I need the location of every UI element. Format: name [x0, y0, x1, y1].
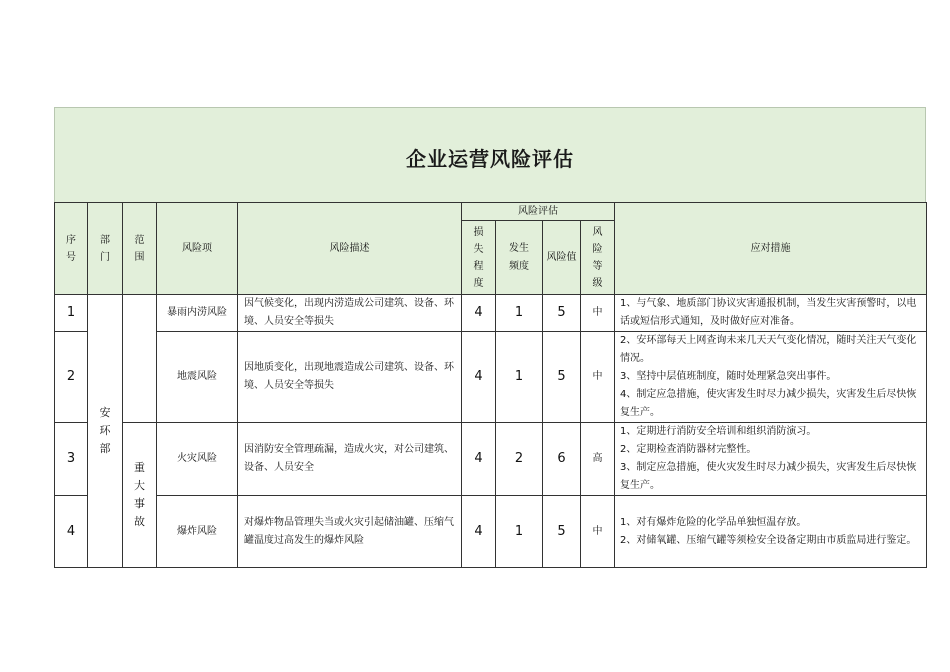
risk-assessment-sheet — [54, 107, 926, 568]
row-frequency: 1 — [496, 332, 543, 423]
row-measures — [615, 423, 927, 496]
row-description: 因消防安全管理疏漏，造成火灾，对公司建筑、设备、人员安全 — [238, 423, 462, 496]
row-risk-item: 暴雨内涝风险 — [157, 295, 238, 332]
row-seq: 2 — [55, 332, 88, 423]
row-risk-item: 爆炸风险 — [157, 496, 238, 568]
row-loss: 4 — [462, 496, 496, 568]
header-measures: 应对措施 — [615, 203, 927, 295]
row-description: 因气候变化，出现内涝造成公司建筑、设备、环境、人员安全等损失 — [238, 295, 462, 332]
row-risk-item: 地震风险 — [157, 332, 238, 423]
row-seq: 1 — [55, 295, 88, 332]
row-value: 5 — [543, 295, 581, 332]
department-cell: 安环部 — [88, 295, 123, 568]
row-level: 中 — [581, 332, 615, 423]
row-value: 5 — [543, 496, 581, 568]
row-description: 对爆炸物品管理失当或火灾引起储油罐、压缩气罐温度过高发生的爆炸风险 — [238, 496, 462, 568]
measure-line: 2、对储氧罐、压缩气罐等须检安全设备定期由市质监局进行鉴定。 — [620, 534, 917, 546]
scope-cell: 重大事故 — [123, 423, 157, 568]
row-level: 中 — [581, 295, 615, 332]
header-risk-level: 风险等级 — [581, 221, 615, 295]
header-loss-degree: 损失程度 — [462, 221, 496, 295]
row-loss: 4 — [462, 332, 496, 423]
header-seq: 序号 — [55, 203, 88, 295]
row-measures — [615, 332, 927, 423]
row-frequency: 1 — [496, 496, 543, 568]
row-frequency: 1 — [496, 295, 543, 332]
row-frequency: 2 — [496, 423, 543, 496]
header-frequency: 发生频度 — [496, 221, 543, 295]
table-row — [55, 332, 927, 423]
header-dept: 部门 — [88, 203, 123, 295]
row-measures — [615, 295, 927, 332]
page-title: 企业运营风险评估 — [406, 146, 574, 171]
header-scope: 范围 — [123, 203, 157, 295]
row-value: 6 — [543, 423, 581, 496]
row-seq: 3 — [55, 423, 88, 496]
measure-line: 2、安环部每天上网查询未来几天天气变化情况，随时关注天气变化情况。 — [620, 335, 917, 364]
header-risk-item: 风险项 — [157, 203, 238, 295]
measure-line: 3、坚持中层值班制度，随时处理紧急突出事件。 — [620, 371, 837, 382]
header-risk-value: 风险值 — [543, 221, 581, 295]
measure-line: 2、定期检查消防器材完整性。 — [620, 444, 757, 455]
row-level: 中 — [581, 496, 615, 568]
row-loss: 4 — [462, 295, 496, 332]
risk-table — [54, 202, 927, 568]
header-risk-description: 风险描述 — [238, 203, 462, 295]
row-value: 5 — [543, 332, 581, 423]
row-risk-item: 火灾风险 — [157, 423, 238, 496]
table-row — [55, 423, 927, 496]
table-row — [55, 295, 927, 332]
scope-cell-blank — [123, 295, 157, 423]
row-measures — [615, 496, 927, 568]
table-row — [55, 496, 927, 568]
measure-line: 3、制定应急措施，使火灾发生时尽力减少损失，灾害发生后尽快恢复生产。 — [620, 462, 917, 491]
row-level: 高 — [581, 423, 615, 496]
measure-line: 4、制定应急措施，使灾害发生时尽力减少损失，灾害发生后尽快恢复生产。 — [620, 389, 917, 418]
measure-line: 1、与气象、地质部门协议灾害通报机制，当发生灾害预警时，以电话或短信形式通知，及时做好应对准备。 — [620, 298, 917, 327]
row-seq: 4 — [55, 496, 88, 568]
row-description: 因地质变化，出现地震造成公司建筑、设备、环境、人员安全等损失 — [238, 332, 462, 423]
title-band — [54, 107, 926, 202]
header-assessment-group: 风险评估 — [462, 203, 615, 221]
row-loss: 4 — [462, 423, 496, 496]
measure-line: 1、定期进行消防安全培训和组织消防演习。 — [620, 426, 817, 437]
measure-line: 1、对有爆炸危险的化学品单独恒温存放。 — [620, 516, 807, 528]
